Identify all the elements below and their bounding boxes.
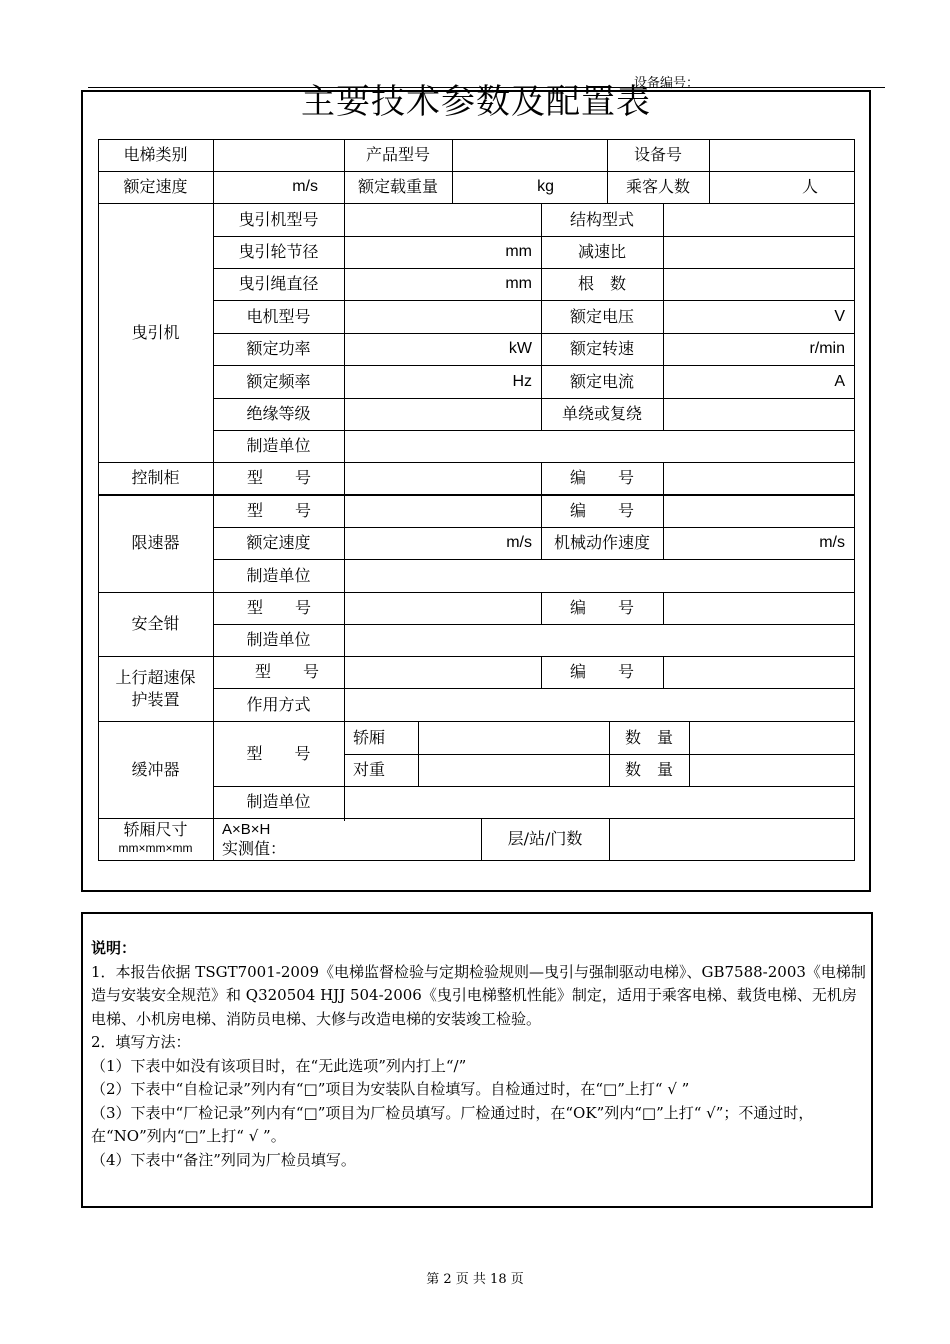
buffer-car-label: 轿厢 xyxy=(353,727,386,747)
floors-stops-doors-label: 层/站/门数 xyxy=(507,829,583,848)
car-size-measured-label: 实测值： xyxy=(222,839,287,858)
grid-line xyxy=(689,721,690,786)
rated-load-label: 额定载重量 xyxy=(357,177,438,196)
car-size-label xyxy=(98,818,213,860)
notes-title: 说明： xyxy=(91,939,137,957)
notes-paragraph-3: （1）下表中如没有该项目时，在“无此选项”列内打上“/” xyxy=(91,1056,467,1075)
rpm-unit: r/min xyxy=(809,340,845,357)
grid-line xyxy=(344,754,855,755)
grid-line xyxy=(418,721,419,786)
trip-speed-label: 机械动作速度 xyxy=(553,533,650,552)
notes-paragraph-6: （4）下表中“备注”列同为厂检员填写。 xyxy=(91,1150,356,1169)
overspeed-protection-group xyxy=(98,656,213,721)
elevator-type-label: 电梯类别 xyxy=(123,145,188,164)
wrap-type-label: 单绕或复绕 xyxy=(561,404,642,423)
safety-gear-manufacturer-label: 制造单位 xyxy=(246,630,311,649)
rated-voltage-label: 额定电压 xyxy=(569,306,634,326)
product-model-label: 产品型号 xyxy=(365,145,430,164)
speed-unit: m/s xyxy=(292,178,318,195)
rated-current-label: 额定电流 xyxy=(569,371,634,391)
rope-count-label: 根 数 xyxy=(577,274,626,293)
structure-type-label: 结构型式 xyxy=(569,209,634,229)
frequency-unit: Hz xyxy=(512,372,532,390)
cabinet-model-label: 型 号 xyxy=(247,468,312,487)
overspeed-action-label: 作用方式 xyxy=(246,694,311,714)
governor-rated-speed-label: 额定速度 xyxy=(246,533,311,552)
governor-group: 限速器 xyxy=(131,533,180,552)
reduction-ratio-label: 减速比 xyxy=(577,242,626,261)
grid-line xyxy=(98,860,855,861)
grid-line xyxy=(663,656,664,688)
grid-line xyxy=(609,818,610,860)
traction-manufacturer-label: 制造单位 xyxy=(246,436,311,455)
sheave-diameter-label: 曳引轮节径 xyxy=(238,242,319,261)
sheave-unit: mm xyxy=(505,243,532,260)
buffer-manufacturer-label: 制造单位 xyxy=(246,792,311,811)
cabinet-number-label: 编 号 xyxy=(569,468,634,487)
traction-machine-group: 曳引机 xyxy=(131,322,180,342)
load-unit: kg xyxy=(537,178,554,195)
overspeed-number-label: 编 号 xyxy=(569,662,634,681)
control-cabinet-group: 控制柜 xyxy=(131,468,180,487)
trip-speed-unit: m/s xyxy=(819,534,845,551)
buffer-car-qty-label: 数 量 xyxy=(624,727,673,747)
rated-power-label: 额定功率 xyxy=(246,339,311,358)
page-footer: 第 2 页 共 18 页 xyxy=(426,1272,524,1287)
device-number-label: 设备编号： xyxy=(634,76,700,91)
governor-manufacturer-label: 制造单位 xyxy=(246,565,311,585)
notes-paragraph-2: 2．填写方法： xyxy=(91,1033,191,1051)
buffer-counterweight-label: 对重 xyxy=(353,760,386,779)
governor-number-label: 编 号 xyxy=(569,500,634,520)
grid-line xyxy=(344,430,345,462)
rated-rpm-label: 额定转速 xyxy=(569,339,634,358)
safety-gear-number-label: 编 号 xyxy=(569,598,634,617)
notes-paragraph-1: 1．本报告依据 TSGT7001-2009《电梯监督检验与定期检验规则—曳引与强制驱动电梯》、GB7588-2003《电梯制造与安装安全规范》和 Q320504 HJJ 504-2006《曳引电梯整机性能》制定，适用于乘客电梯、载货电梯、无机房电梯、小机房电梯、消防员电梯、大修与改造电梯的安装竣工检验。 xyxy=(91,962,866,1028)
safety-gear-group: 安全钳 xyxy=(131,614,180,633)
overspeed-group-line2: 护装置 xyxy=(131,689,180,709)
car-size-label-units: mm×mm×mm xyxy=(118,841,193,855)
motor-model-label: 电机型号 xyxy=(246,306,311,326)
buffer-group: 缓冲器 xyxy=(131,759,180,779)
passenger-unit: 人 xyxy=(801,177,818,196)
overspeed-model-label: 型 号 xyxy=(255,662,320,681)
car-size-label-line1: 轿厢尺寸 xyxy=(123,820,188,839)
car-size-value xyxy=(213,818,481,860)
machine-model-label: 曳引机型号 xyxy=(238,209,319,229)
notes-paragraph-5: （3）下表中“厂检记录”列内有“□”项目为厂检员填写。厂检通过时，在“OK”列内“□”上打“ √”；不通过时，在“NO”列内“□”上打“ √ ”。 xyxy=(91,1103,814,1145)
overspeed-group-line1: 上行超速保 xyxy=(115,667,196,687)
notes-section xyxy=(91,937,866,1172)
current-unit: A xyxy=(834,372,845,390)
rated-speed-label: 额定速度 xyxy=(123,177,188,196)
notes-paragraph-4: （2）下表中“自检记录”列内有“□”项目为安装队自检填写。自检通过时，在“□”上打“ √ ” xyxy=(91,1080,690,1098)
page-title: 主要技术参数及配置表 xyxy=(301,82,651,122)
safety-gear-model-label: 型 号 xyxy=(247,598,312,617)
voltage-unit: V xyxy=(834,307,845,325)
rated-frequency-label: 额定频率 xyxy=(246,371,311,391)
passengers-label: 乘客人数 xyxy=(625,177,690,196)
governor-model-label: 型 号 xyxy=(247,500,312,520)
grid-line xyxy=(663,592,664,624)
buffer-model-label: 型 号 xyxy=(246,743,311,763)
power-unit: kW xyxy=(508,340,532,357)
insulation-class-label: 绝缘等级 xyxy=(246,404,311,423)
buffer-counterweight-qty-label: 数 量 xyxy=(624,760,673,779)
device-number-field-label: 设备号 xyxy=(633,145,682,164)
car-size-formula: A×B×H xyxy=(222,821,271,838)
grid-line xyxy=(854,139,855,860)
rope-diameter-label: 曳引绳直径 xyxy=(238,274,319,293)
governor-speed-unit: m/s xyxy=(506,534,532,551)
rope-unit: mm xyxy=(505,275,532,292)
